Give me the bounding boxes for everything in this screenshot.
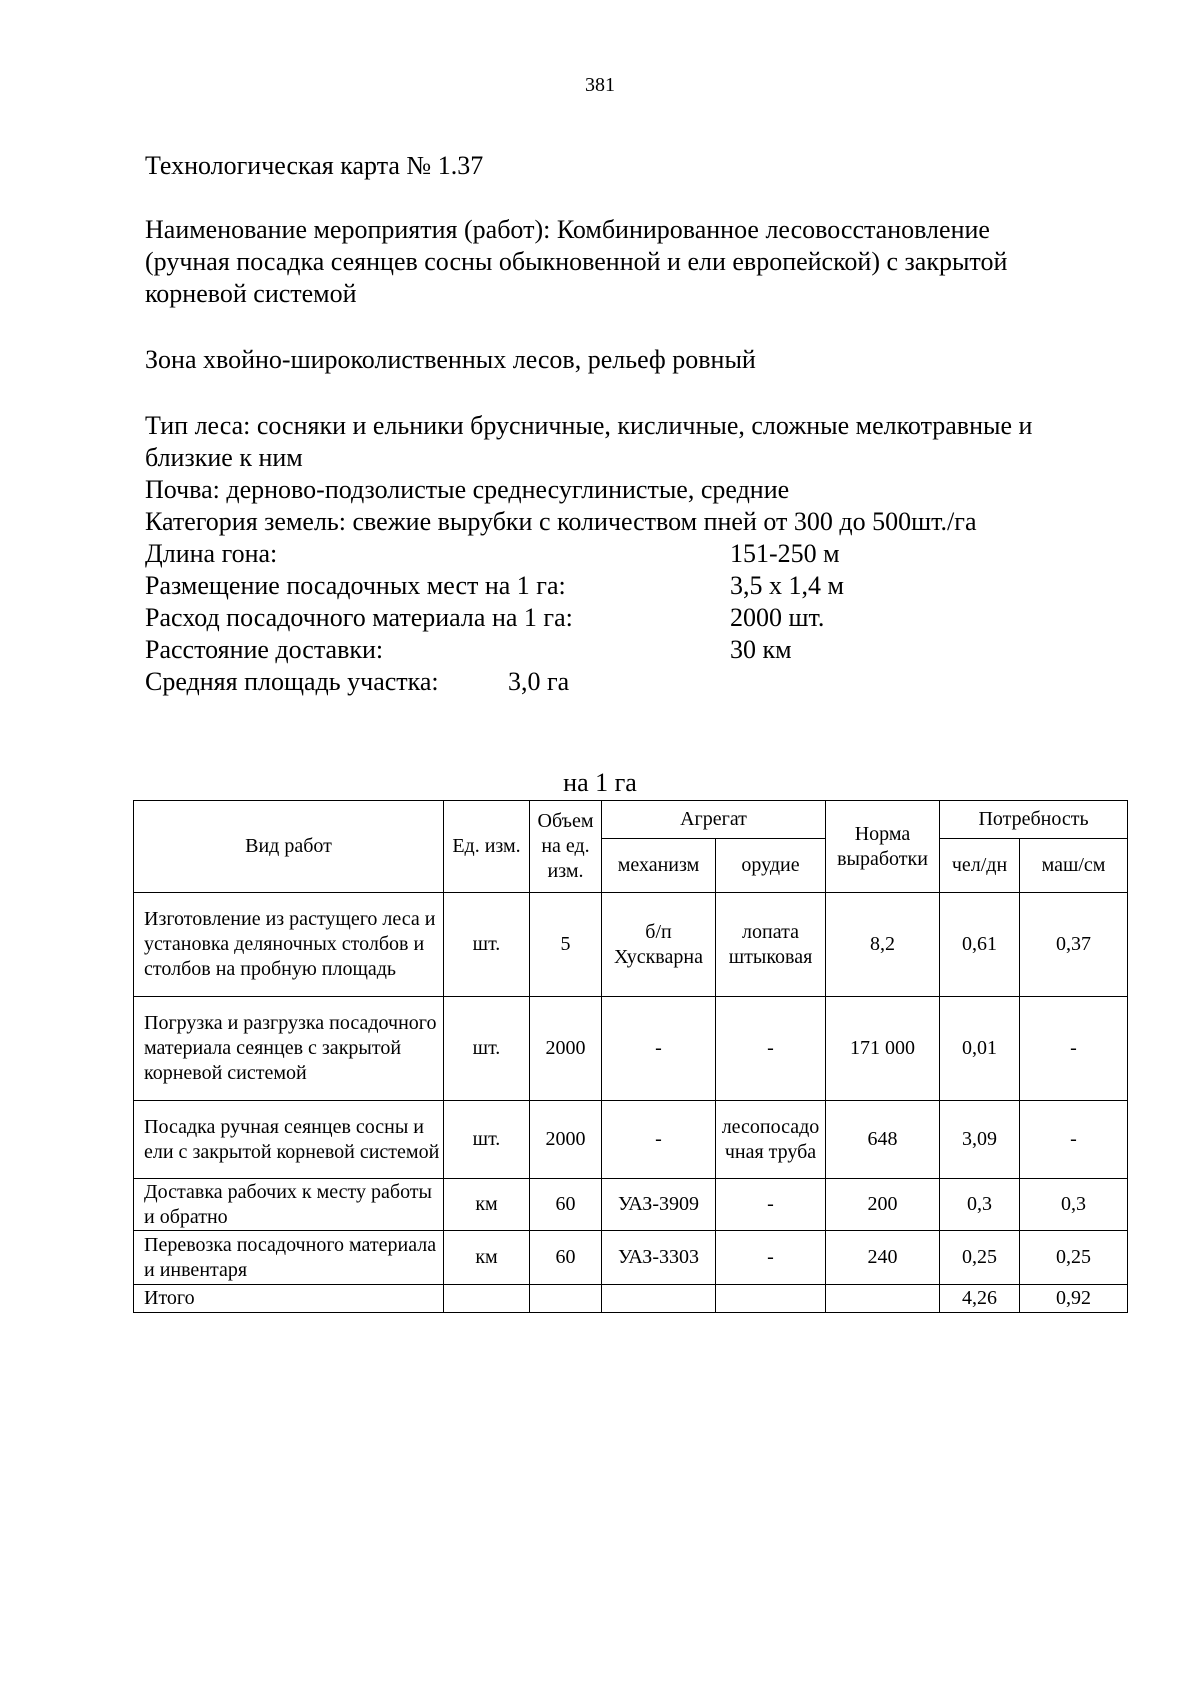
cell-machine-shifts: 0,3 — [1020, 1179, 1128, 1231]
header-machine-shifts: маш/см — [1020, 839, 1128, 893]
forest-type-line-2: близкие к ним — [145, 443, 303, 472]
header-aggregate: Агрегат — [602, 801, 826, 839]
forest-zone: Зона хвойно-широколиственных лесов, рельеф ровный — [145, 345, 756, 374]
cell-tool: - — [716, 1231, 826, 1285]
activity-line-1: Наименование мероприятия (работ): Комбинированное лесовосстановление — [145, 215, 990, 244]
param-value: 30 км — [730, 635, 792, 664]
cell-unit: км — [444, 1231, 530, 1285]
param-value: 151-250 м — [730, 539, 840, 568]
cell-volume: 2000 — [530, 1101, 602, 1179]
cell-mechanism: УАЗ-3303 — [602, 1231, 716, 1285]
table-row — [134, 997, 1128, 1101]
work-table — [133, 800, 1128, 1313]
param-value: 2000 шт. — [730, 603, 825, 632]
activity-line-2: (ручная посадка сеянцев сосны обыкновенной и ели европейской) с закрытой — [145, 247, 1008, 276]
empty-cell — [530, 1285, 602, 1313]
cell-machine-shifts: - — [1020, 1101, 1128, 1179]
area-value: 3,0 га — [508, 667, 570, 696]
param-label: Длина гона: — [145, 539, 278, 568]
cell-unit: шт. — [444, 997, 530, 1101]
cell-volume: 2000 — [530, 997, 602, 1101]
cell-norm: 240 — [826, 1231, 940, 1285]
cell-machine-shifts: 0,25 — [1020, 1231, 1128, 1285]
cell-unit: шт. — [444, 1101, 530, 1179]
cell-work-name: Изготовление из растущего леса и установка деляночных столбов и столбов на пробную площадь — [134, 893, 444, 997]
cell-norm: 648 — [826, 1101, 940, 1179]
table-row — [134, 1101, 1128, 1179]
param-label: Расстояние доставки: — [145, 635, 384, 664]
cell-volume: 5 — [530, 893, 602, 997]
param-label: Размещение посадочных мест на 1 га: — [145, 571, 566, 600]
cell-man-days: 3,09 — [940, 1101, 1020, 1179]
cell-man-days: 0,3 — [940, 1179, 1020, 1231]
param-value: 3,5 х 1,4 м — [730, 571, 844, 600]
soil: Почва: дерново-подзолистые среднесуглинистые, средние — [145, 475, 790, 504]
param-label: Расход посадочного материала на 1 га: — [145, 603, 573, 632]
cell-mechanism: б/п Хускварна — [602, 893, 716, 997]
cell-man-days: 0,61 — [940, 893, 1020, 997]
cell-machine-shifts: 0,37 — [1020, 893, 1128, 997]
cell-mechanism: - — [602, 997, 716, 1101]
page-number: 381 — [585, 74, 615, 96]
table-row — [134, 1231, 1128, 1285]
header-work-type: Вид работ — [134, 801, 444, 893]
cell-volume: 60 — [530, 1179, 602, 1231]
table-row — [134, 893, 1128, 997]
cell-tool: - — [716, 1179, 826, 1231]
cell-man-days: 0,01 — [940, 997, 1020, 1101]
cell-mechanism: УАЗ-3909 — [602, 1179, 716, 1231]
cell-work-name: Посадка ручная сеянцев сосны и ели с закрытой корневой системой — [134, 1101, 444, 1179]
cell-work-name: Перевозка посадочного материала и инвентаря — [134, 1231, 444, 1285]
total-machine-shifts: 0,92 — [1020, 1285, 1128, 1313]
area-label: Средняя площадь участка: — [145, 667, 439, 696]
cell-norm: 171 000 — [826, 997, 940, 1101]
header-mechanism: механизм — [602, 839, 716, 893]
table-caption: на 1 га — [563, 768, 637, 797]
header-norm: Норма выработки — [826, 801, 940, 893]
header-unit: Ед. изм. — [444, 801, 530, 893]
header-tool: орудие — [716, 839, 826, 893]
total-label: Итого — [134, 1285, 444, 1313]
header-demand: Потребность — [940, 801, 1128, 839]
cell-tool: лопата штыковая — [716, 893, 826, 997]
cell-volume: 60 — [530, 1231, 602, 1285]
cell-mechanism: - — [602, 1101, 716, 1179]
cell-work-name: Погрузка и разгрузка посадочного материала сеянцев с закрытой корневой системой — [134, 997, 444, 1101]
land-category: Категория земель: свежие вырубки с количеством пней от 300 до 500шт./га — [145, 507, 977, 536]
empty-cell — [716, 1285, 826, 1313]
cell-norm: 8,2 — [826, 893, 940, 997]
cell-unit: шт. — [444, 893, 530, 997]
empty-cell — [444, 1285, 530, 1313]
cell-norm: 200 — [826, 1179, 940, 1231]
cell-machine-shifts: - — [1020, 997, 1128, 1101]
activity-line-3: корневой системой — [145, 279, 357, 308]
empty-cell — [826, 1285, 940, 1313]
table-row — [134, 1179, 1128, 1231]
header-volume: Объем на ед. изм. — [530, 801, 602, 893]
header-man-days: чел/дн — [940, 839, 1020, 893]
cell-man-days: 0,25 — [940, 1231, 1020, 1285]
total-man-days: 4,26 — [940, 1285, 1020, 1313]
cell-unit: км — [444, 1179, 530, 1231]
document-title: Технологическая карта № 1.37 — [145, 151, 484, 180]
cell-tool: - — [716, 997, 826, 1101]
empty-cell — [602, 1285, 716, 1313]
total-row — [134, 1285, 1128, 1313]
forest-type-line-1: Тип леса: сосняки и ельники брусничные, кисличные, сложные мелкотравные и — [145, 411, 1033, 440]
cell-tool: лесопосадочная труба — [716, 1101, 826, 1179]
cell-work-name: Доставка рабочих к месту работы и обратно — [134, 1179, 444, 1231]
